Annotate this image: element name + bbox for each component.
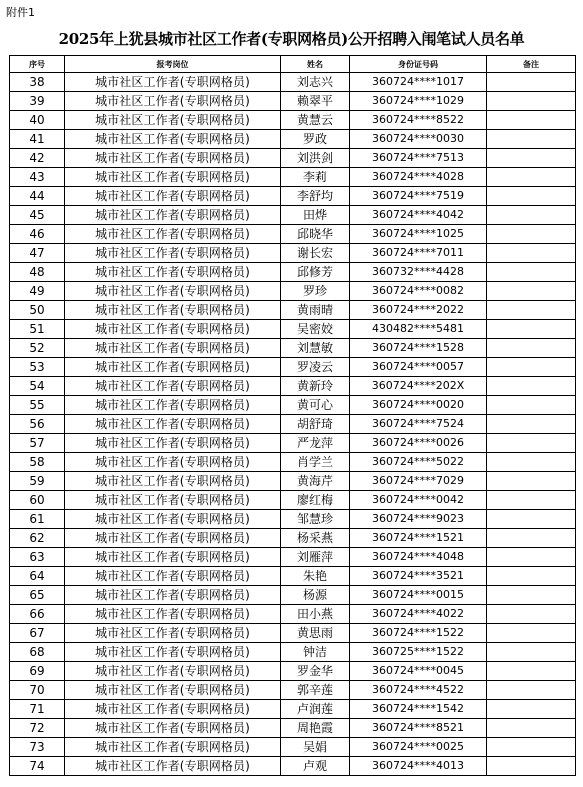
table-row <box>10 92 576 111</box>
table-row <box>10 453 576 472</box>
cell-name: 吴密姣 <box>281 320 350 339</box>
cell-remarks <box>487 377 576 396</box>
table-row <box>10 206 576 225</box>
cell-position: 城市社区工作者(专职网格员) <box>65 225 281 244</box>
cell-number: 59 <box>10 472 65 491</box>
cell-number: 41 <box>10 130 65 149</box>
cell-number: 49 <box>10 282 65 301</box>
cell-remarks <box>487 320 576 339</box>
cell-remarks <box>487 681 576 700</box>
cell-position: 城市社区工作者(专职网格员) <box>65 605 281 624</box>
cell-id-number: 360724****7029 <box>350 472 487 491</box>
table-row <box>10 263 576 282</box>
cell-id-number: 360724****0057 <box>350 358 487 377</box>
cell-number: 64 <box>10 567 65 586</box>
table-row <box>10 415 576 434</box>
cell-id-number: 360724****7519 <box>350 187 487 206</box>
table-row <box>10 149 576 168</box>
cell-number: 40 <box>10 111 65 130</box>
cell-name: 罗政 <box>281 130 350 149</box>
cell-name: 罗金华 <box>281 662 350 681</box>
cell-name: 黄新玲 <box>281 377 350 396</box>
cell-name: 黄思雨 <box>281 624 350 643</box>
cell-position: 城市社区工作者(专职网格员) <box>65 320 281 339</box>
cell-position: 城市社区工作者(专职网格员) <box>65 510 281 529</box>
cell-id-number: 360724****8521 <box>350 719 487 738</box>
cell-number: 69 <box>10 662 65 681</box>
cell-name: 黄慧云 <box>281 111 350 130</box>
table-row <box>10 719 576 738</box>
header-id-number: 身份证号码 <box>350 56 487 73</box>
cell-remarks <box>487 301 576 320</box>
cell-remarks <box>487 567 576 586</box>
cell-id-number: 360724****1025 <box>350 225 487 244</box>
cell-id-number: 360724****4522 <box>350 681 487 700</box>
cell-remarks <box>487 206 576 225</box>
cell-position: 城市社区工作者(专职网格员) <box>65 282 281 301</box>
attachment-label: 附件1 <box>6 6 35 19</box>
cell-number: 44 <box>10 187 65 206</box>
table-row <box>10 491 576 510</box>
cell-name: 卢观 <box>281 757 350 776</box>
cell-number: 68 <box>10 643 65 662</box>
cell-name: 钟洁 <box>281 643 350 662</box>
cell-name: 邱修芳 <box>281 263 350 282</box>
cell-number: 61 <box>10 510 65 529</box>
cell-position: 城市社区工作者(专职网格员) <box>65 472 281 491</box>
cell-position: 城市社区工作者(专职网格员) <box>65 662 281 681</box>
cell-name: 朱艳 <box>281 567 350 586</box>
cell-remarks <box>487 700 576 719</box>
cell-number: 73 <box>10 738 65 757</box>
cell-number: 74 <box>10 757 65 776</box>
cell-id-number: 360725****1522 <box>350 643 487 662</box>
cell-name: 胡舒琦 <box>281 415 350 434</box>
cell-id-number: 360724****1029 <box>350 92 487 111</box>
cell-remarks <box>487 358 576 377</box>
cell-number: 39 <box>10 92 65 111</box>
cell-name: 罗凌云 <box>281 358 350 377</box>
cell-position: 城市社区工作者(专职网格员) <box>65 206 281 225</box>
table-row <box>10 358 576 377</box>
cell-number: 53 <box>10 358 65 377</box>
cell-position: 城市社区工作者(专职网格员) <box>65 548 281 567</box>
cell-remarks <box>487 73 576 92</box>
cell-name: 谢长宏 <box>281 244 350 263</box>
cell-position: 城市社区工作者(专职网格员) <box>65 92 281 111</box>
cell-number: 38 <box>10 73 65 92</box>
cell-id-number: 360724****4028 <box>350 168 487 187</box>
cell-id-number: 360724****4022 <box>350 605 487 624</box>
table-row <box>10 282 576 301</box>
cell-remarks <box>487 244 576 263</box>
cell-name: 田烨 <box>281 206 350 225</box>
table-row <box>10 434 576 453</box>
table-row <box>10 225 576 244</box>
table-row <box>10 396 576 415</box>
cell-remarks <box>487 738 576 757</box>
cell-position: 城市社区工作者(专职网格员) <box>65 681 281 700</box>
cell-position: 城市社区工作者(专职网格员) <box>65 643 281 662</box>
cell-remarks <box>487 719 576 738</box>
table-row <box>10 757 576 776</box>
cell-name: 吴娟 <box>281 738 350 757</box>
cell-number: 62 <box>10 529 65 548</box>
table-row <box>10 643 576 662</box>
cell-remarks <box>487 111 576 130</box>
table-row <box>10 339 576 358</box>
table-row <box>10 472 576 491</box>
cell-id-number: 360724****0042 <box>350 491 487 510</box>
cell-position: 城市社区工作者(专职网格员) <box>65 301 281 320</box>
cell-remarks <box>487 149 576 168</box>
cell-name: 黄雨晴 <box>281 301 350 320</box>
cell-name: 廖红梅 <box>281 491 350 510</box>
table-row <box>10 605 576 624</box>
cell-name: 周艳霞 <box>281 719 350 738</box>
table-row <box>10 529 576 548</box>
table-row <box>10 586 576 605</box>
cell-remarks <box>487 263 576 282</box>
cell-name: 刘慧敏 <box>281 339 350 358</box>
cell-remarks <box>487 168 576 187</box>
cell-number: 60 <box>10 491 65 510</box>
cell-remarks <box>487 548 576 567</box>
cell-id-number: 360724****0015 <box>350 586 487 605</box>
cell-position: 城市社区工作者(专职网格员) <box>65 624 281 643</box>
cell-position: 城市社区工作者(专职网格员) <box>65 453 281 472</box>
cell-position: 城市社区工作者(专职网格员) <box>65 149 281 168</box>
cell-name: 卢润莲 <box>281 700 350 719</box>
cell-number: 56 <box>10 415 65 434</box>
cell-name: 李舒均 <box>281 187 350 206</box>
cell-id-number: 360724****0025 <box>350 738 487 757</box>
cell-remarks <box>487 415 576 434</box>
cell-name: 刘志兴 <box>281 73 350 92</box>
table-row <box>10 320 576 339</box>
cell-name: 刘雁萍 <box>281 548 350 567</box>
cell-number: 66 <box>10 605 65 624</box>
cell-position: 城市社区工作者(专职网格员) <box>65 244 281 263</box>
cell-remarks <box>487 92 576 111</box>
cell-name: 严龙萍 <box>281 434 350 453</box>
cell-number: 70 <box>10 681 65 700</box>
cell-name: 肖学兰 <box>281 453 350 472</box>
cell-id-number: 360724****4042 <box>350 206 487 225</box>
cell-id-number: 360724****0045 <box>350 662 487 681</box>
cell-number: 67 <box>10 624 65 643</box>
cell-number: 46 <box>10 225 65 244</box>
cell-position: 城市社区工作者(专职网格员) <box>65 491 281 510</box>
header-name: 姓名 <box>281 56 350 73</box>
cell-number: 58 <box>10 453 65 472</box>
table-row <box>10 681 576 700</box>
cell-remarks <box>487 130 576 149</box>
cell-remarks <box>487 339 576 358</box>
header-number: 序号 <box>10 56 65 73</box>
cell-remarks <box>487 396 576 415</box>
table-row <box>10 548 576 567</box>
cell-name: 刘洪剑 <box>281 149 350 168</box>
cell-name: 邱晓华 <box>281 225 350 244</box>
cell-name: 李莉 <box>281 168 350 187</box>
cell-name: 罗珍 <box>281 282 350 301</box>
cell-position: 城市社区工作者(专职网格员) <box>65 434 281 453</box>
cell-name: 邹慧珍 <box>281 510 350 529</box>
table-row <box>10 244 576 263</box>
cell-name: 赖翠平 <box>281 92 350 111</box>
cell-position: 城市社区工作者(专职网格员) <box>65 111 281 130</box>
cell-position: 城市社区工作者(专职网格员) <box>65 586 281 605</box>
cell-remarks <box>487 757 576 776</box>
cell-remarks <box>487 491 576 510</box>
cell-id-number: 360724****1521 <box>350 529 487 548</box>
cell-id-number: 360724****9023 <box>350 510 487 529</box>
cell-name: 黄可心 <box>281 396 350 415</box>
cell-number: 45 <box>10 206 65 225</box>
cell-number: 48 <box>10 263 65 282</box>
table-row <box>10 73 576 92</box>
cell-remarks <box>487 472 576 491</box>
table-header-row <box>10 56 576 73</box>
cell-name: 杨采燕 <box>281 529 350 548</box>
cell-id-number: 360724****7513 <box>350 149 487 168</box>
cell-id-number: 360732****4428 <box>350 263 487 282</box>
cell-position: 城市社区工作者(专职网格员) <box>65 529 281 548</box>
cell-id-number: 360724****0030 <box>350 130 487 149</box>
cell-id-number: 360724****5022 <box>350 453 487 472</box>
cell-remarks <box>487 605 576 624</box>
cell-number: 55 <box>10 396 65 415</box>
cell-number: 42 <box>10 149 65 168</box>
cell-id-number: 360724****4013 <box>350 757 487 776</box>
cell-number: 52 <box>10 339 65 358</box>
cell-position: 城市社区工作者(专职网格员) <box>65 700 281 719</box>
table-row <box>10 510 576 529</box>
cell-remarks <box>487 225 576 244</box>
cell-name: 郭辛莲 <box>281 681 350 700</box>
cell-name: 杨源 <box>281 586 350 605</box>
cell-position: 城市社区工作者(专职网格员) <box>65 396 281 415</box>
cell-number: 43 <box>10 168 65 187</box>
cell-id-number: 360724****1017 <box>350 73 487 92</box>
table-row <box>10 111 576 130</box>
cell-position: 城市社区工作者(专职网格员) <box>65 263 281 282</box>
table-row <box>10 377 576 396</box>
cell-position: 城市社区工作者(专职网格员) <box>65 757 281 776</box>
cell-position: 城市社区工作者(专职网格员) <box>65 358 281 377</box>
cell-id-number: 360724****7011 <box>350 244 487 263</box>
cell-id-number: 360724****2022 <box>350 301 487 320</box>
cell-remarks <box>487 662 576 681</box>
cell-number: 47 <box>10 244 65 263</box>
cell-position: 城市社区工作者(专职网格员) <box>65 415 281 434</box>
cell-position: 城市社区工作者(专职网格员) <box>65 377 281 396</box>
cell-remarks <box>487 643 576 662</box>
candidate-table <box>9 55 576 776</box>
table-row <box>10 738 576 757</box>
cell-remarks <box>487 586 576 605</box>
header-remarks: 备注 <box>487 56 576 73</box>
cell-name: 黄海芹 <box>281 472 350 491</box>
table-row <box>10 130 576 149</box>
cell-remarks <box>487 529 576 548</box>
cell-id-number: 360724****8522 <box>350 111 487 130</box>
cell-name: 田小燕 <box>281 605 350 624</box>
cell-id-number: 360724****0082 <box>350 282 487 301</box>
cell-remarks <box>487 282 576 301</box>
document-title: 2025年上犹县城市社区工作者(专职网格员)公开招聘入闱笔试人员名单 <box>58 30 525 48</box>
table-row <box>10 168 576 187</box>
cell-number: 54 <box>10 377 65 396</box>
cell-id-number: 360724****1542 <box>350 700 487 719</box>
cell-id-number: 360724****202X <box>350 377 487 396</box>
cell-position: 城市社区工作者(专职网格员) <box>65 168 281 187</box>
header-position: 报考岗位 <box>65 56 281 73</box>
cell-position: 城市社区工作者(专职网格员) <box>65 719 281 738</box>
cell-id-number: 360724****0026 <box>350 434 487 453</box>
cell-id-number: 360724****1528 <box>350 339 487 358</box>
cell-number: 72 <box>10 719 65 738</box>
cell-number: 57 <box>10 434 65 453</box>
cell-remarks <box>487 434 576 453</box>
cell-position: 城市社区工作者(专职网格员) <box>65 738 281 757</box>
cell-number: 63 <box>10 548 65 567</box>
cell-number: 50 <box>10 301 65 320</box>
cell-remarks <box>487 624 576 643</box>
cell-number: 51 <box>10 320 65 339</box>
cell-position: 城市社区工作者(专职网格员) <box>65 187 281 206</box>
cell-id-number: 360724****7524 <box>350 415 487 434</box>
cell-id-number: 360724****3521 <box>350 567 487 586</box>
table-row <box>10 567 576 586</box>
cell-remarks <box>487 510 576 529</box>
table-row <box>10 301 576 320</box>
cell-position: 城市社区工作者(专职网格员) <box>65 567 281 586</box>
cell-position: 城市社区工作者(专职网格员) <box>65 339 281 358</box>
cell-number: 65 <box>10 586 65 605</box>
cell-id-number: 360724****0020 <box>350 396 487 415</box>
cell-position: 城市社区工作者(专职网格员) <box>65 130 281 149</box>
cell-id-number: 430482****5481 <box>350 320 487 339</box>
cell-remarks <box>487 453 576 472</box>
table-row <box>10 187 576 206</box>
table-row <box>10 624 576 643</box>
cell-remarks <box>487 187 576 206</box>
table-row <box>10 700 576 719</box>
cell-id-number: 360724****4048 <box>350 548 487 567</box>
cell-position: 城市社区工作者(专职网格员) <box>65 73 281 92</box>
cell-id-number: 360724****1522 <box>350 624 487 643</box>
cell-number: 71 <box>10 700 65 719</box>
table-row <box>10 662 576 681</box>
